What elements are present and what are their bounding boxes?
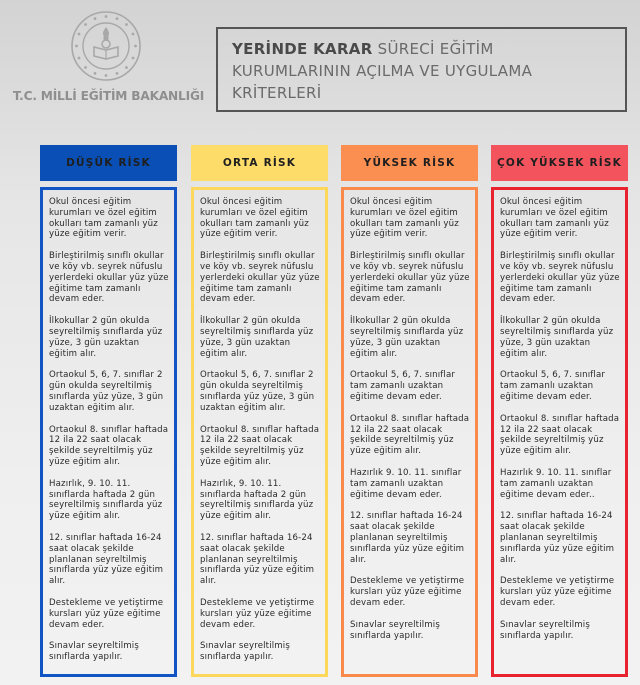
title-line-2: KURUMLARININ AÇILMA VE UYGULAMA [232, 62, 533, 80]
criteria-item: 12. sınıflar haftada 16-24 saat olacak şekilde planlanan seyreltilmiş sınıflarda yüz yüze eğitim alır. [350, 511, 465, 565]
title-line-3: KRİTERLERİ [232, 84, 322, 102]
risk-column-low [40, 145, 177, 663]
criteria-item: Destekleme ve yetiştirme kursları yüz yüze eğitime devam eder. [350, 576, 465, 608]
criteria-item: 12. sınıflar haftada 16-24 saat olacak şekilde planlanan seyreltilmiş sınıflarda yüz yüze eğitim alır. [49, 532, 164, 587]
risk-column-very-high [491, 145, 628, 641]
risk-header-low: DÜŞÜK RİSK [40, 145, 177, 181]
criteria-item: Ortaokul 5, 6, 7. sınıflar 2 gün okulda seyreltilmiş sınıflarda yüz yüze, 3 gün uzaktan eğitim alır. [200, 370, 315, 413]
criteria-item: Okul öncesi eğitim kurumları ve özel eğitim okulları tam zamanlı yüz yüze eğitim verir. [200, 197, 309, 240]
criteria-item: Birleştirilmiş sınıflı okullar ve köy vb. seyrek nüfuslu yerlerdeki okullar yüz yüze eğitime tam zamanlı devam eder. [200, 251, 320, 305]
criteria-item: Okul öncesi eğitim kurumları ve özel eğitim okulları tam zamanlı yüz yüze eğitim verir. [350, 197, 459, 240]
criteria-item: Ortaokul 8. sınıflar haftada 12 ila 22 saat olacak şekilde seyreltilmiş yüz yüze eğitim alır. [500, 413, 620, 457]
criteria-item: Destekleme ve yetiştirme kursları yüz yüze eğitime devam eder. [200, 597, 315, 630]
criteria-item: Ortaokul 8. sınıflar haftada 12 ila 22 saat olacak şekilde seyreltilmiş yüz yüze eğitim alır. [49, 424, 169, 467]
ministry-name: T.C. MİLLİ EĞİTİM BAKANLIĞI [12, 89, 205, 103]
title-line-1-rest: SÜRECİ EĞİTİM [372, 40, 494, 58]
risk-criteria-medium [191, 187, 328, 677]
criteria-item: 12. sınıflar haftada 16-24 saat olacak şekilde planlanan seyreltilmiş sınıflarda yüz yüze eğitim alır. [500, 511, 615, 565]
risk-header-very-high: ÇOK YÜKSEK RİSK [491, 145, 628, 181]
criteria-item: Sınavlar seyreltilmiş sınıflarda yapılır. [350, 619, 440, 641]
criteria-item: İlkokullar 2 gün okulda seyreltilmiş sınıflarda yüz yüze, 3 gün uzaktan eğitim alır. [200, 316, 314, 359]
ministry-logo [0, 0, 215, 120]
criteria-item: Ortaokul 8. sınıflar haftada 12 ila 22 saat olacak şekilde seyreltilmiş yüz yüze eğitim alır. [350, 413, 470, 457]
risk-header-medium: ORTA RİSK [191, 145, 328, 181]
criteria-item: Okul öncesi eğitim kurumları ve özel eğitim okulları tam zamanlı yüz yüze eğitim verir. [500, 197, 609, 240]
criteria-item: Okul öncesi eğitim kurumları ve özel eğitim okulları tam zamanlı yüz yüze eğitim verir. [49, 197, 158, 240]
criteria-item: Ortaokul 8. sınıflar haftada 12 ila 22 saat olacak şekilde seyreltilmiş yüz yüze eğitim alır. [200, 424, 320, 467]
criteria-item: İlkokullar 2 gün okulda seyreltilmiş sınıflarda yüz yüze, 3 gün uzaktan eğitim alır. [350, 316, 464, 359]
risk-header-high: YÜKSEK RİSK [341, 145, 478, 181]
criteria-item: Birleştirilmiş sınıflı okullar ve köy vb. seyrek nüfuslu yerlerdeki okullar yüz yüze eğitime tam zamanlı devam eder. [49, 251, 169, 305]
title-bold: YERİNDE KARAR [232, 40, 373, 58]
risk-criteria-high [341, 187, 478, 677]
title-line-1 [232, 38, 625, 60]
criteria-item: Destekleme ve yetiştirme kursları yüz yüze eğitime devam eder. [49, 597, 164, 630]
criteria-item: Ortaokul 5, 6, 7. sınıflar tam zamanlı uzaktan eğitime devam eder. [500, 370, 606, 402]
criteria-item: Destekleme ve yetiştirme kursları yüz yüze eğitime devam eder. [500, 576, 615, 608]
criteria-item: İlkokullar 2 gün okulda seyreltilmiş sınıflarda yüz yüze, 3 gün uzaktan eğitim alır. [49, 316, 163, 359]
criteria-item: Hazırlık 9. 10. 11. sınıflar tam zamanlı uzaktan eğitime devam eder. [350, 467, 462, 500]
criteria-item: Birleştirilmiş sınıflı okullar ve köy vb. seyrek nüfuslu yerlerdeki okullar yüz yüze eğitime tam zamanlı devam eder. [350, 251, 470, 305]
risk-column-high [341, 145, 478, 641]
ministry-emblem-icon [70, 10, 142, 82]
criteria-item: Hazırlık 9. 10. 11. sınıflar tam zamanlı uzaktan eğitime devam eder.. [500, 467, 612, 500]
criteria-item: Sınavlar seyreltilmiş sınıflarda yapılır. [49, 641, 139, 663]
risk-criteria-low [40, 187, 177, 677]
criteria-item: 12. sınıflar haftada 16-24 saat olacak şekilde planlanan seyreltilmiş sınıflarda yüz yüze eğitim alır. [200, 532, 315, 587]
criteria-item: Sınavlar seyreltilmiş sınıflarda yapılır. [500, 619, 590, 641]
criteria-item: İlkokullar 2 gün okulda seyreltilmiş sınıflarda yüz yüze, 3 gün uzaktan eğitim alır. [500, 316, 614, 359]
criteria-item: Ortaokul 5, 6, 7. sınıflar tam zamanlı uzaktan eğitime devam eder. [350, 370, 456, 402]
page-title-box [216, 27, 627, 112]
criteria-item: Birleştirilmiş sınıflı okullar ve köy vb. seyrek nüfuslu yerlerdeki okullar yüz yüze eğitime tam zamanlı devam eder. [500, 251, 620, 305]
risk-column-medium [191, 145, 328, 663]
risk-criteria-very-high [491, 187, 628, 677]
criteria-item: Hazırlık, 9. 10. 11. sınıflarda haftada 2 gün seyreltilmiş sınıflarda yüz yüze eğitim alır. [200, 478, 314, 522]
criteria-item: Hazırlık, 9. 10. 11. sınıflarda haftada 2 gün seyreltilmiş sınıflarda yüz yüze eğitim alır. [49, 478, 163, 522]
criteria-item: Ortaokul 5, 6, 7. sınıflar 2 gün okulda seyreltilmiş sınıflarda yüz yüze, 3 gün uzaktan eğitim alır. [49, 370, 164, 413]
criteria-item: Sınavlar seyreltilmiş sınıflarda yapılır. [200, 641, 290, 663]
